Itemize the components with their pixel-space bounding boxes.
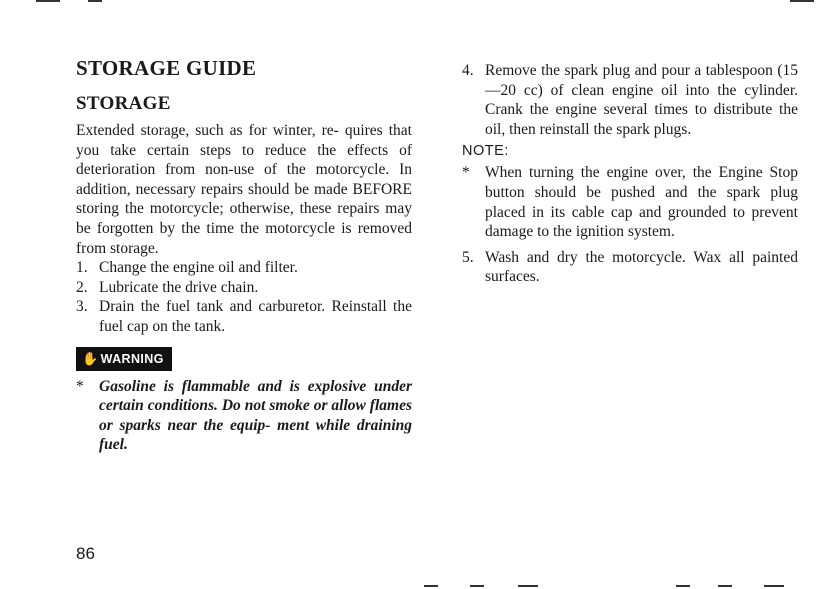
- step-2: [76, 278, 412, 298]
- step-number: 4.: [462, 62, 474, 79]
- step-number: 1.: [76, 259, 88, 277]
- page-number: 86: [76, 544, 95, 563]
- scan-mark: [36, 0, 60, 2]
- scan-mark: [764, 585, 784, 587]
- hand-icon: ✋: [82, 350, 99, 366]
- warning-bullet: [76, 377, 412, 455]
- scan-mark: [424, 585, 438, 587]
- step-text: Lubricate the drive chain.: [99, 278, 259, 296]
- step-text: Change the engine oil and filter.: [99, 259, 298, 277]
- step-3: [76, 297, 412, 336]
- step-5: [462, 248, 798, 287]
- scan-mark: [676, 585, 690, 587]
- step-text: Drain the fuel tank and carburetor. Reinstall the fuel cap on the tank.: [99, 298, 412, 335]
- asterisk-bullet: *: [76, 377, 84, 395]
- scan-mark: [718, 585, 732, 587]
- note-label: NOTE:: [462, 143, 509, 160]
- scan-mark: [88, 0, 102, 2]
- step-1: [76, 258, 412, 278]
- warning-badge: [76, 347, 172, 371]
- step-number: 3.: [76, 298, 88, 316]
- step-text: Wash and dry the motorcycle. Wax all painted surfaces.: [485, 248, 798, 286]
- asterisk-bullet: *: [462, 164, 470, 182]
- scan-mark: [790, 0, 814, 2]
- warning-text: Gasoline is flammable and is explosive under certain conditions. Do not smoke or allow flames or sparks near the equip- ment while draining fuel.: [99, 377, 412, 454]
- right-column: [462, 61, 798, 287]
- step-number: 5.: [462, 248, 474, 266]
- scan-mark: [518, 585, 538, 587]
- intro-paragraph: Extended storage, such as for winter, re- quires that you take certain steps to reduce the effects of deterioration from non-use of the motorcycle. In addition, necessary repairs should be made BEFORE storing the motorcycle; otherwise, these repairs may be forgotten by the time the motorcycle is removed from storage.: [76, 122, 412, 257]
- page-title: STORAGE GUIDE: [76, 56, 257, 80]
- scan-mark: [470, 585, 484, 587]
- note-text: When turning the engine over, the Engine Stop button should be pushed and the spark plug placed in its cable cap and grounded to prevent damage to the ignition system.: [485, 164, 798, 241]
- step-text: Remove the spark plug and pour a tablespoon (15—20 cc) of clean engine oil into the cylinder. Crank the engine several times to distribute the oil, then reinstall the spark plugs.: [485, 62, 798, 138]
- step-number: 2.: [76, 278, 88, 296]
- step-4: [462, 61, 798, 139]
- note-bullet: [462, 163, 798, 241]
- warning-label: WARNING: [100, 351, 164, 366]
- section-heading: STORAGE: [76, 93, 171, 114]
- left-column: [76, 56, 412, 455]
